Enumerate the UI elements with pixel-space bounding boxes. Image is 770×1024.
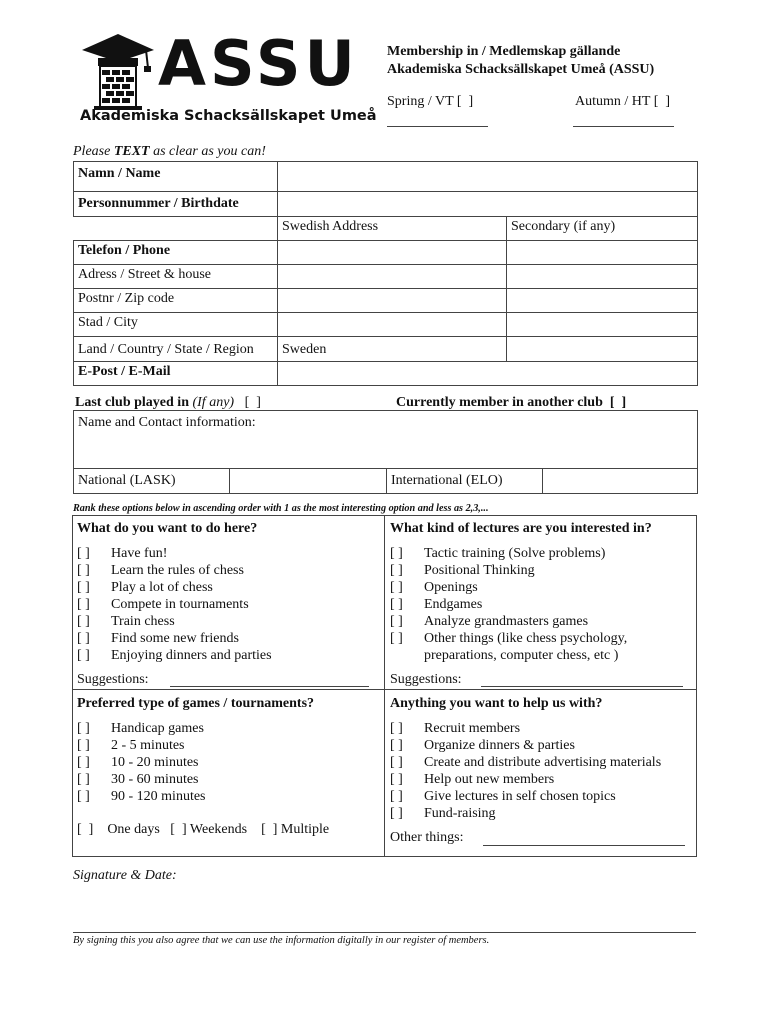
instructions-bold: TEXT: [113, 144, 150, 159]
spring-checkbox[interactable]: Spring / VT [ ]: [387, 94, 474, 109]
option-label: Analyze grandmasters games: [424, 614, 589, 629]
logo-subtitle: Akademiska Schacksällskapet Umeå: [80, 108, 377, 124]
checkbox[interactable]: [ ]: [390, 772, 403, 787]
other-things-label: Other things:: [390, 830, 464, 845]
country-field-secondary[interactable]: [506, 336, 698, 362]
zip-field-swedish[interactable]: [277, 288, 507, 313]
help-list: [390, 720, 661, 822]
option-label: Create and distribute advertising materials: [424, 755, 662, 770]
lectures-heading: What kind of lectures are you interested in?: [390, 521, 652, 536]
international-rating-label: International (ELO): [386, 468, 543, 494]
checkbox[interactable]: [ ]: [390, 789, 403, 804]
checkbox[interactable]: [ ]: [77, 597, 90, 612]
options-horizontal-divider: [72, 689, 697, 690]
option-label: Compete in tournaments: [111, 597, 249, 612]
checkbox[interactable]: [ ]: [77, 614, 90, 629]
checkbox[interactable]: [ ]: [77, 546, 90, 561]
lectures-suggestions-label: Suggestions:: [390, 672, 462, 687]
list-item[interactable]: [77, 737, 206, 754]
option-label: Openings: [424, 580, 478, 595]
option-label: Positional Thinking: [424, 563, 535, 578]
list-item-continuation: [390, 647, 627, 664]
option-label: Find some new friends: [111, 631, 239, 646]
list-item[interactable]: [390, 720, 661, 737]
list-item[interactable]: [390, 613, 627, 630]
secondary-address-header: Secondary (if any): [506, 216, 698, 241]
last-club-row: [75, 395, 261, 411]
option-label: Tactic training (Solve problems): [424, 546, 606, 561]
option-label: Train chess: [111, 614, 175, 629]
street-label: Adress / Street & house: [73, 264, 278, 289]
option-label: Endgames: [424, 597, 483, 612]
what-do-suggestions-field[interactable]: [170, 686, 369, 687]
checkbox[interactable]: [ ]: [77, 755, 90, 770]
country-label: Land / Country / State / Region: [73, 336, 278, 362]
swedish-address-header: Swedish Address: [277, 216, 507, 241]
street-field-swedish[interactable]: [277, 264, 507, 289]
what-do-heading: What do you want to do here?: [77, 521, 258, 536]
currently-member-checkbox[interactable]: Currently member in another club [ ]: [396, 395, 627, 410]
if-any-label: (If any): [192, 395, 235, 410]
logo-title: ASSU: [158, 27, 359, 100]
checkbox[interactable]: [ ]: [77, 789, 90, 804]
list-item[interactable]: [77, 613, 272, 630]
list-item[interactable]: [390, 805, 661, 822]
days-options[interactable]: [ ] One days [ ] Weekends [ ] Multiple: [77, 822, 330, 837]
list-item[interactable]: [390, 754, 661, 771]
checkbox[interactable]: [ ]: [77, 631, 90, 646]
phone-field-swedish[interactable]: [277, 240, 507, 265]
option-label: Organize dinners & parties: [424, 738, 575, 753]
checkbox[interactable]: [ ]: [390, 597, 403, 612]
form-title-line2: Akademiska Schacksällskapet Umeå (ASSU): [387, 62, 655, 77]
option-label: Other things (like chess psychology,: [424, 631, 628, 646]
phone-field-secondary[interactable]: [506, 240, 698, 265]
option-label: Play a lot of chess: [111, 580, 213, 595]
instructions-post: as clear as you can!: [149, 144, 266, 159]
option-label: Learn the rules of chess: [111, 563, 244, 578]
checkbox[interactable]: [ ]: [77, 721, 90, 736]
games-heading: Preferred type of games / tournaments?: [77, 696, 315, 711]
what-do-suggestions-label: Suggestions:: [77, 672, 149, 687]
street-field-secondary[interactable]: [506, 264, 698, 289]
list-item[interactable]: [77, 579, 272, 596]
checkbox[interactable]: [ ]: [390, 631, 403, 646]
name-contact-field[interactable]: [73, 410, 698, 469]
checkbox[interactable]: [ ]: [390, 614, 403, 629]
list-item[interactable]: [390, 771, 661, 788]
footer-disclaimer: By signing this you also agree that we can use the information digitally in our register of members.: [73, 935, 490, 946]
city-field-secondary[interactable]: [506, 312, 698, 337]
option-label: preparations, computer chess, etc ): [424, 648, 619, 663]
list-item[interactable]: [390, 545, 627, 562]
national-rating-label: National (LASK): [73, 468, 230, 494]
form-title-line1: Membership in / Medlemskap gällande: [387, 44, 621, 59]
checkbox[interactable]: [ ]: [77, 738, 90, 753]
autumn-checkbox[interactable]: Autumn / HT [ ]: [575, 94, 671, 109]
checkbox[interactable]: [ ]: [390, 563, 403, 578]
option-label: Handicap games: [111, 721, 204, 736]
checkbox[interactable]: [ ]: [77, 772, 90, 787]
option-label: Help out new members: [424, 772, 555, 787]
name-label: Namn / Name: [73, 161, 278, 192]
signature-line[interactable]: [73, 932, 696, 933]
checkbox[interactable]: [ ]: [390, 580, 403, 595]
checkbox[interactable]: [ ]: [390, 546, 403, 561]
name-field[interactable]: [277, 161, 698, 192]
zip-label: Postnr / Zip code: [73, 288, 278, 313]
list-item[interactable]: [390, 630, 627, 647]
address-header-blank: [73, 216, 278, 240]
what-do-list: [77, 545, 272, 664]
list-item[interactable]: [77, 545, 272, 562]
last-club-label: Last club played in: [75, 395, 189, 410]
form-title: [387, 43, 654, 79]
spring-line: [387, 126, 488, 127]
city-field-swedish[interactable]: [277, 312, 507, 337]
list-item[interactable]: [77, 630, 272, 647]
list-item[interactable]: [77, 720, 206, 737]
checkbox[interactable]: [ ]: [390, 806, 403, 821]
checkbox[interactable]: [ ]: [390, 738, 403, 753]
option-label: Fund-raising: [424, 806, 496, 821]
list-item[interactable]: [390, 737, 661, 754]
list-item[interactable]: [77, 754, 206, 771]
list-item[interactable]: [77, 788, 206, 805]
option-label: 2 - 5 minutes: [111, 738, 185, 753]
list-item[interactable]: [77, 771, 206, 788]
option-label: Have fun!: [111, 546, 168, 561]
email-label: E-Post / E-Mail: [73, 361, 278, 386]
option-label: 30 - 60 minutes: [111, 772, 199, 787]
personnummer-field[interactable]: [277, 191, 698, 217]
castle-icon: [78, 32, 158, 110]
international-rating-field[interactable]: [542, 468, 698, 494]
list-item[interactable]: [77, 647, 272, 664]
options-vertical-divider: [384, 515, 385, 857]
lectures-suggestions-field[interactable]: [481, 686, 683, 687]
checkbox[interactable]: [ ]: [390, 721, 403, 736]
checkbox[interactable]: [ ]: [390, 755, 403, 770]
name-contact-label: Name and Contact information:: [78, 415, 256, 430]
option-label: Give lectures in self chosen topics: [424, 789, 616, 804]
option-label: 10 - 20 minutes: [111, 755, 199, 770]
checkbox[interactable]: [ ]: [77, 580, 90, 595]
option-label: Recruit members: [424, 721, 521, 736]
email-field[interactable]: [277, 361, 698, 386]
list-item[interactable]: [390, 596, 627, 613]
last-club-checkbox[interactable]: [ ]: [244, 395, 261, 410]
personnummer-label: Personnummer / Birthdate: [73, 191, 278, 217]
checkbox[interactable]: [ ]: [77, 563, 90, 578]
list-item[interactable]: [77, 596, 272, 613]
rank-note: Rank these options below in ascending order with 1 as the most interesting option and less as 2,3,...: [73, 503, 489, 514]
logo: [78, 27, 380, 127]
autumn-line: [573, 126, 674, 127]
national-rating-field[interactable]: [229, 468, 387, 494]
city-label: Stad / City: [73, 312, 278, 337]
phone-label: Telefon / Phone: [73, 240, 278, 265]
instructions-pre: Please: [73, 144, 114, 159]
list-item[interactable]: [390, 579, 627, 596]
list-item[interactable]: [77, 562, 272, 579]
other-things-field[interactable]: [483, 845, 685, 846]
checkbox[interactable]: [ ]: [77, 648, 90, 663]
list-item[interactable]: [390, 788, 661, 805]
games-list: [77, 720, 206, 805]
option-label: Enjoying dinners and parties: [111, 648, 272, 663]
country-field-swedish[interactable]: Sweden: [277, 336, 507, 362]
instructions: [73, 144, 266, 160]
signature-label: Signature & Date:: [73, 868, 177, 883]
zip-field-secondary[interactable]: [506, 288, 698, 313]
option-label: 90 - 120 minutes: [111, 789, 206, 804]
lectures-list: [390, 545, 627, 664]
list-item[interactable]: [390, 562, 627, 579]
help-heading: Anything you want to help us with?: [390, 696, 603, 711]
